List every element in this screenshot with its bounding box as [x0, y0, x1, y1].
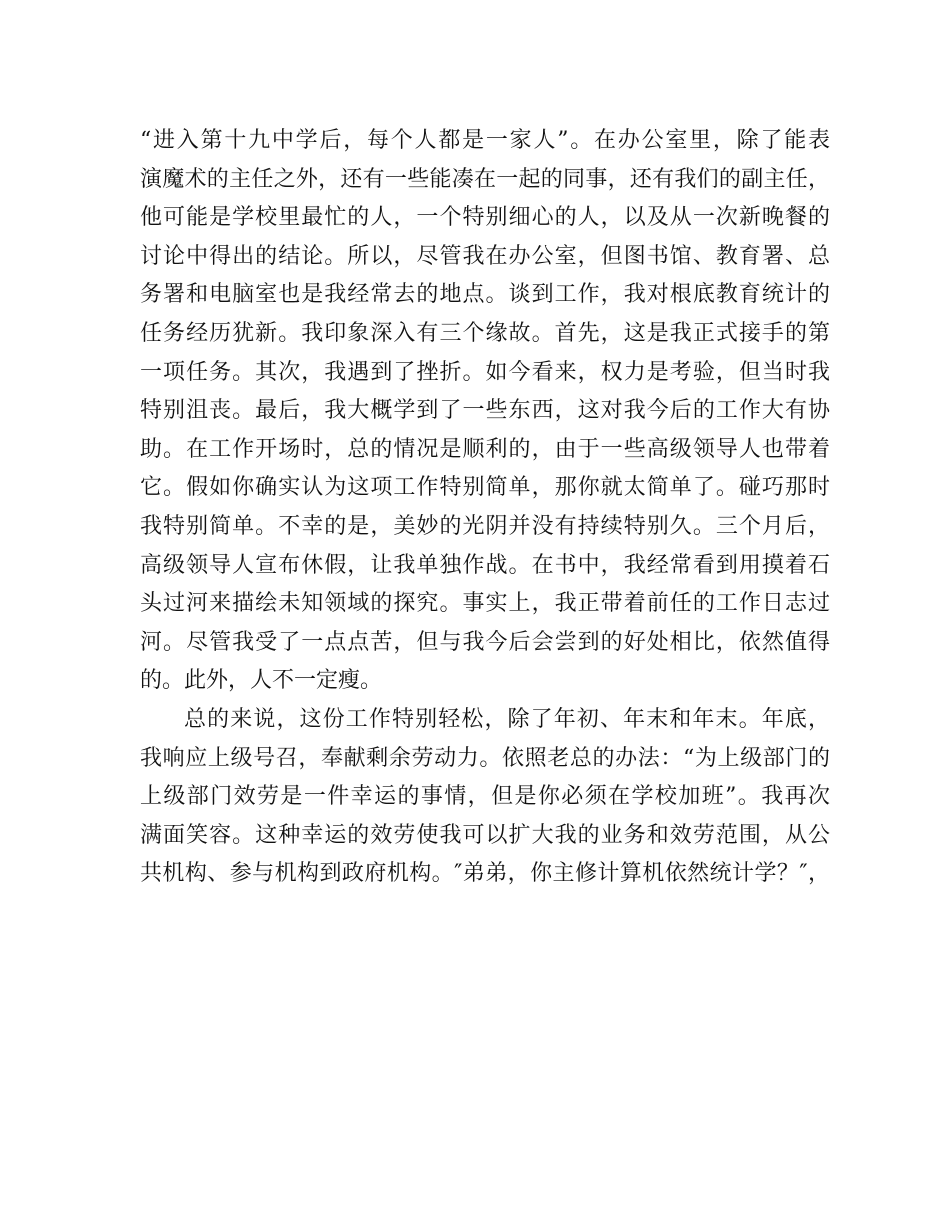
text-line: 它。假如你确实认为这项工作特别简单，那你就太简单了。碰巧那时	[140, 475, 830, 501]
text-line: 河。尽管我受了一点点苦，但与我今后会尝到的好处相比，依然值得	[140, 629, 830, 655]
text-line: 头过河来描绘未知领域的探究。事实上，我正带着前任的工作日志过	[140, 591, 830, 617]
text-line: 我特别简单。不幸的是，美妙的光阴并没有持续特别久。三个月后，	[140, 513, 830, 539]
text-line: 一项任务。其次，我遇到了挫折。如今看来，权力是考验，但当时我	[140, 359, 830, 385]
text-line: 特别沮丧。最后，我大概学到了一些东西，这对我今后的工作大有协	[140, 398, 830, 424]
paragraph-2	[140, 701, 830, 894]
text-line: 高级领导人宣布休假，让我单独作战。在书中，我经常看到用摸着石	[140, 552, 830, 578]
paragraph-1	[140, 122, 830, 701]
text-line: 的。此外，人不一定瘦。	[140, 668, 383, 694]
text-line: 上级部门效劳是一件幸运的事情，但是你必须在学校加班”。我再次	[140, 784, 830, 810]
text-line: 助。在工作开场时，总的情况是顺利的，由于一些高级领导人也带着	[140, 436, 830, 462]
text-line: 总的来说，这份工作特别轻松，除了年初、年末和年末。年底，	[184, 706, 830, 732]
text-line: 共机构、参与机构到政府机构。″弟弟，你主修计算机依然统计学？″，	[140, 861, 830, 887]
text-line: 他可能是学校里最忙的人，一个特别细心的人，以及从一次新晚餐的	[140, 205, 830, 231]
body-text	[140, 122, 830, 894]
text-line: “进入第十九中学后，每个人都是一家人”。在办公室里，除了能表	[140, 128, 830, 153]
text-line: 务署和电脑室也是我经常去的地点。谈到工作，我对根底教育统计的	[140, 282, 830, 308]
text-line: 满面笑容。这种幸运的效劳使我可以扩大我的业务和效劳范围，从公	[140, 822, 830, 848]
text-line: 演魔术的主任之外，还有一些能凑在一起的同事，还有我们的副主任，	[140, 166, 830, 192]
text-line: 我响应上级号召，奉献剩余劳动力。依照老总的办法：“为上级部门的	[140, 745, 830, 771]
text-line: 任务经历犹新。我印象深入有三个缘故。首先，这是我正式接手的第	[140, 320, 830, 346]
text-line: 讨论中得出的结论。所以，尽管我在办公室，但图书馆、教育署、总	[140, 243, 830, 269]
